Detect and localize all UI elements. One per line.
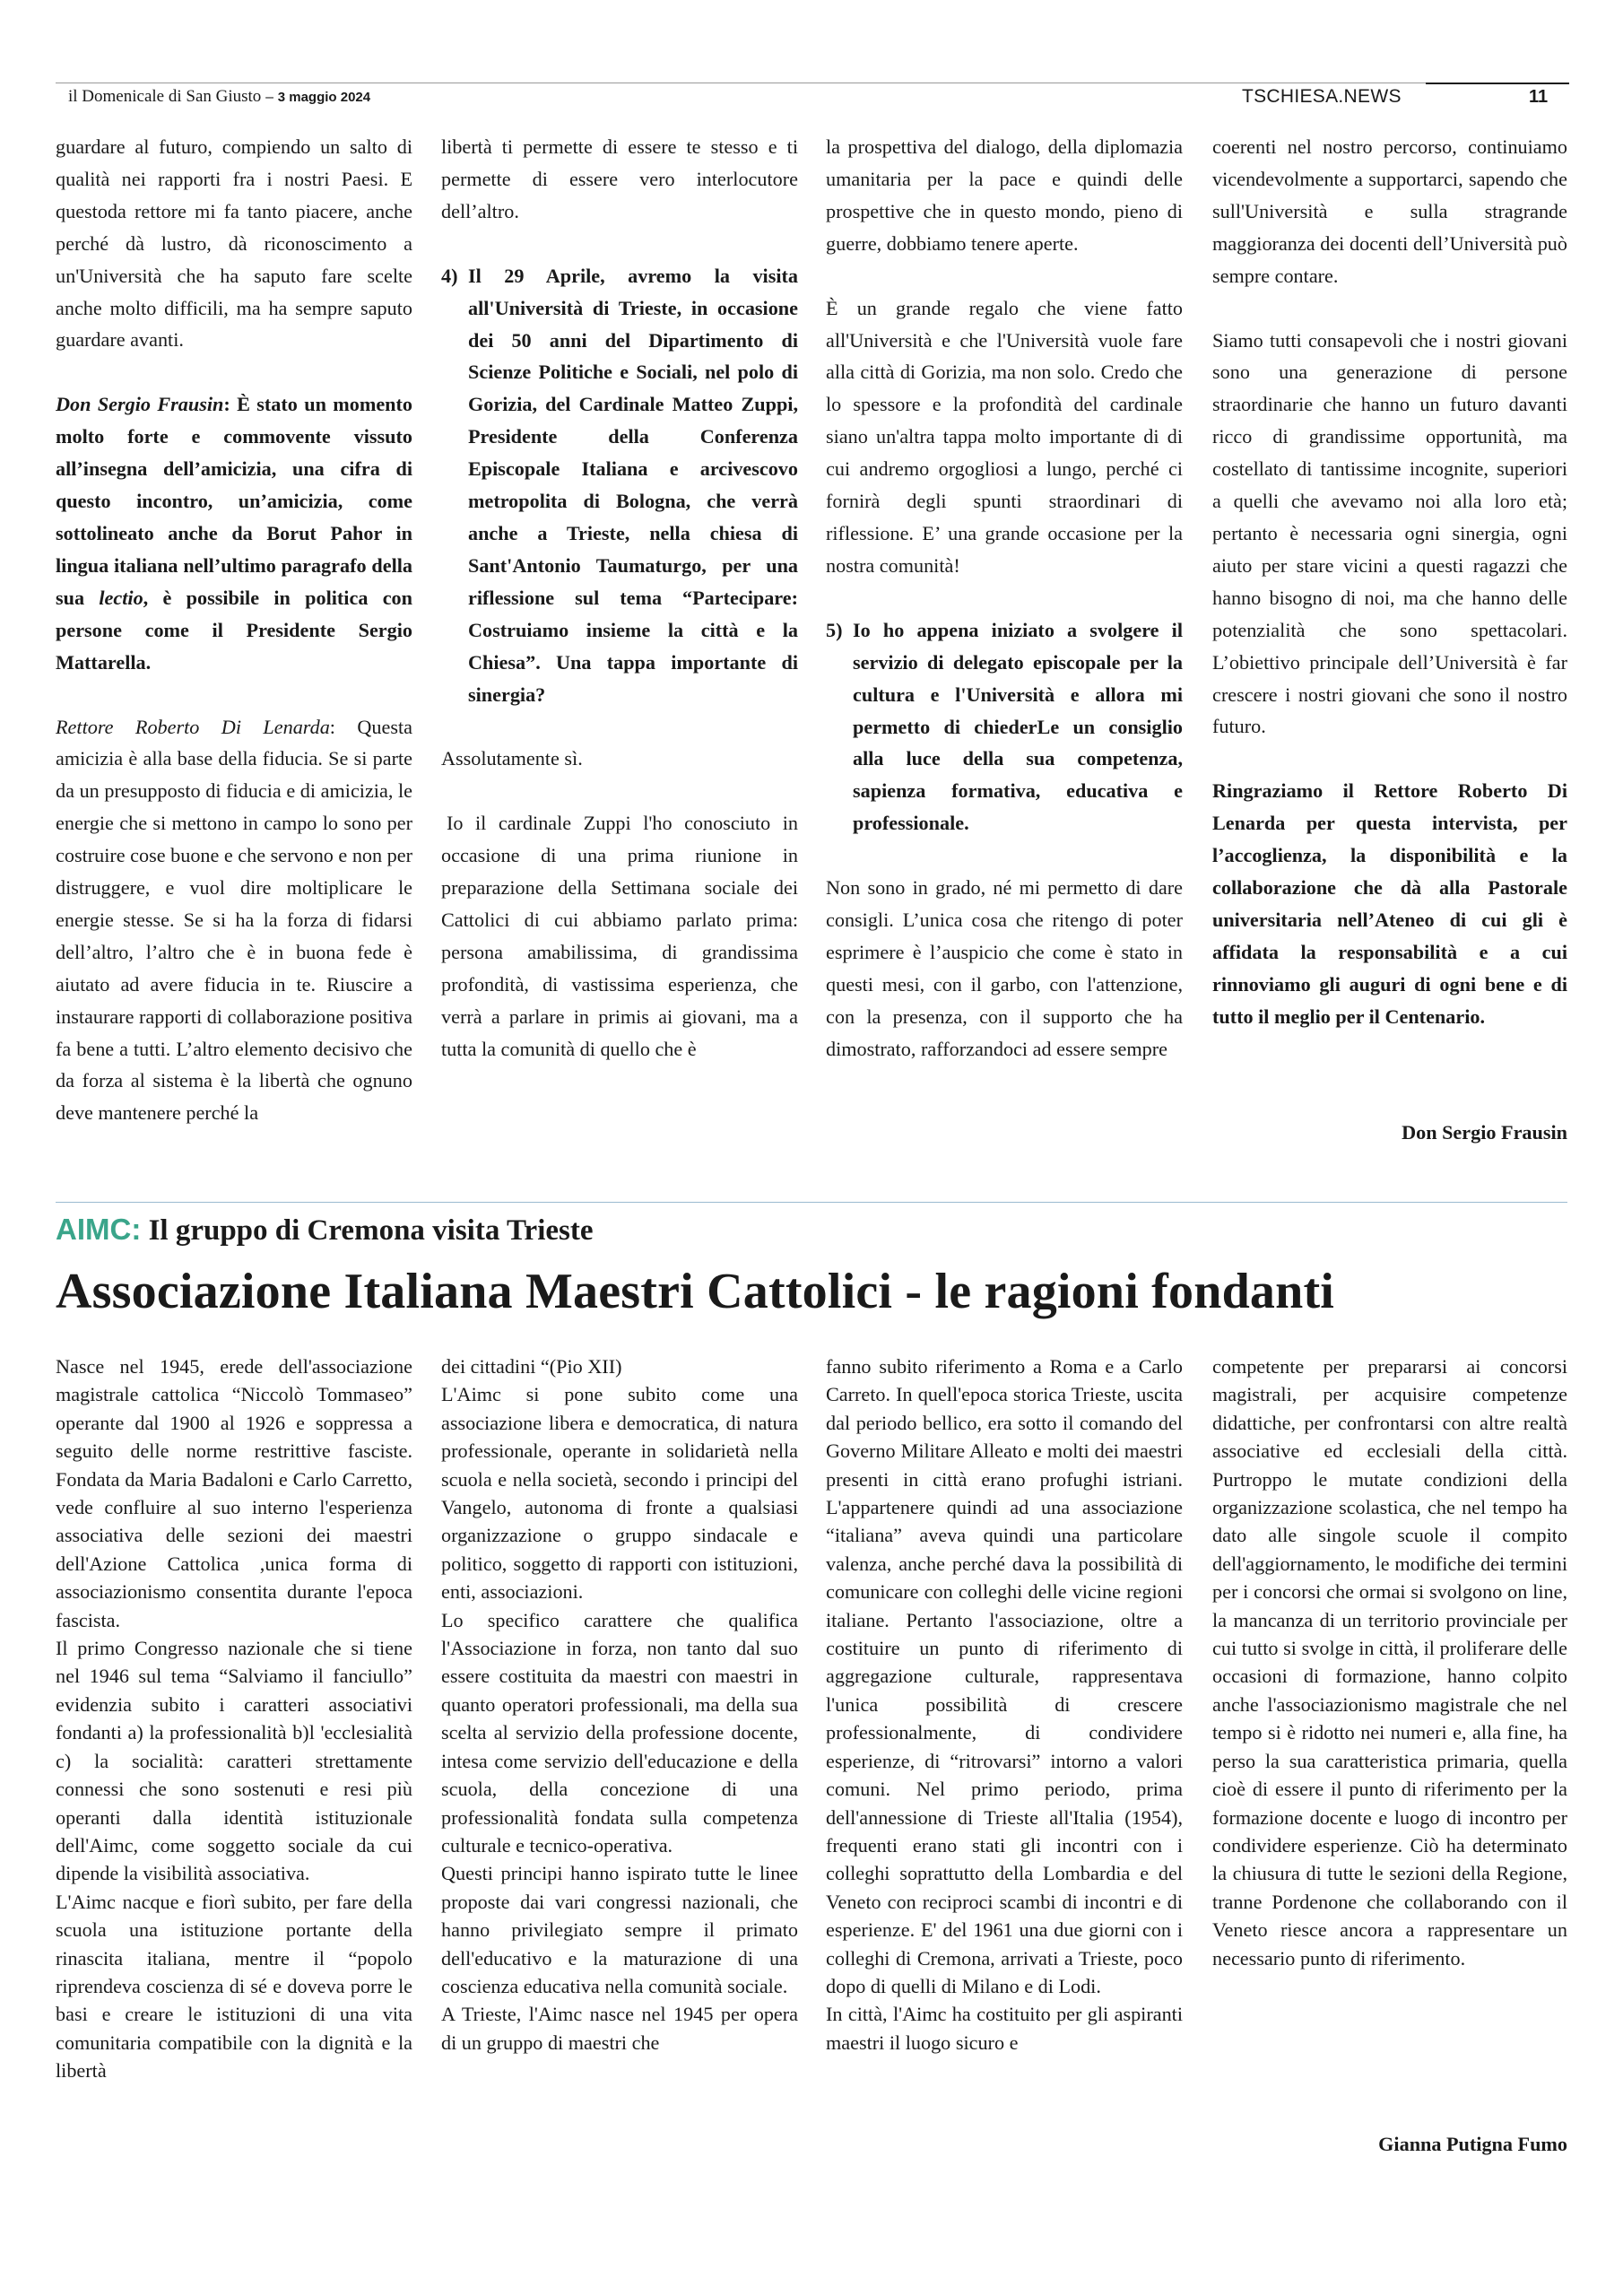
paragraph: competente per prepararsi ai concorsi magistrali, per acquisire competenze didattiche, per confrontarsi con altre realtà associative ed ecclesiali della città. Purtroppo le mutate condizioni della organizzazione scolastica, che nel tempo ha dato alle singole scuole il compito dell'aggiornamento, le modifiche dei termini per i concorsi che ormai si svolgono on line, la mancanza di un territorio provinciale per cui tutto si svolge in città, il proliferare delle occasioni di formazione, hanno colpito anche l'associazionismo magistrale che nel tempo si è ridotto nei numeri e, alla fine, ha perso la sua caratteristica primaria, quella cioè di essere il punto di riferimento per la formazione docente e luogo di incontro per condividere esperienze. Ciò ha determinato la chiusura di tutte le sezioni della Regione, tranne Pordenone che collaborando con il Veneto riesce ancora a rappresentare un necessario punto di riferimento. <box>1212 1355 1567 1970</box>
interview-column-3 <box>826 131 1183 1176</box>
paragraph: L'Aimc nacque e fiorì subito, per fare della scuola una istituzione portante della rinascita italiana, mentre il “popolo riprendeva coscienza di sé e doveva porre le basi e creare le istituzioni di una vita comunitaria compatibile con la dignità e la libertà <box>56 1890 412 2083</box>
question-number: 4) <box>441 264 458 287</box>
question-5 <box>826 614 1183 839</box>
paragraph: A Trieste, l'Aimc nasce nel 1945 per opera di un gruppo di maestri che <box>441 2003 798 2054</box>
question-text: Il 29 Aprile, avremo la visita all'Università di Trieste, in occasione dei 50 anni del Dipartimento di Scienze Politiche e Sociali, nel polo di Gorizia, del Cardinale Matteo Zuppi, Presidente della Conferenza Episcopale Italiana e arcivescovo metropolita di Bologna, che verrà anche a Trieste, nella chiesa di Sant'Antonio Taumaturgo, per una riflessione sul tema “Partecipare: Costruiamo insieme la città e la Chiesa”. Una tappa importante di sinergia? <box>468 264 798 706</box>
question-text: Io ho appena iniziato a svolgere il servizio di delegato episcopale per la cultura e l'Università e allora mi permetto di chiederLe un consiglio alla luce della sua competenza, sapienza formativa, educativa e professionale. <box>853 618 1183 835</box>
paragraph: Nasce nel 1945, erede dell'associazione magistrale cattolica “Niccolò Tommaseo” operante dal 1900 al 1926 e soppressa a seguito delle norme restrittive fasciste. Fondata da Maria Badaloni e Carlo Carretto, vede confluire al suo interno l'esperienza associativa delle sezioni dei maestri dell'Azione Cattolica ,unica forma di associazionismo consentita durante l'epoca fascista. <box>56 1355 412 1631</box>
kicker-text: Il gruppo di Cremona visita Trieste <box>148 1214 594 1247</box>
page-number: 11 <box>1529 87 1549 107</box>
question-number: 5) <box>826 618 843 641</box>
paragraph: guardare al futuro, compiendo un salto di qualità nei rapporti fra i nostri Paesi. E questoda rettore mi fa tanto piacere, anche perché dà lustro, dà riconoscimento a un'Università che ha saputo fare scelte anche molto difficili, ma ha sempre saputo guardare avanti. <box>56 135 412 352</box>
publication-date: 3 maggio 2024 <box>277 90 371 105</box>
paragraph: coerenti nel nostro percorso, continuiamo vicendevolmente a supportarci, sapendo che sull'Università e sulla stragrande maggioranza dei docenti dell’Università può sempre contare. <box>1212 135 1567 287</box>
paragraph: È un grande regalo che viene fatto all'Università e che l'Università vuole fare alla città di Gorizia, ma non solo. Credo che lo spessore e la profondità del cardinale siano un'altra tappa molto importante di di cui andremo orgogliosi a lungo, perché ci fornirà degli spunti straordinari di riflessione. E’ una grande occasione per la nostra comunità! <box>826 296 1183 577</box>
article-kicker <box>56 1213 594 1248</box>
paragraph: Assolutamente sì. <box>441 747 583 770</box>
header-publication <box>68 87 370 107</box>
paragraph: In città, l'Aimc ha costituito per gli aspiranti maestri il luogo sicuro e <box>826 2003 1183 2054</box>
paragraph: Io il cardinale Zuppi l'ho conosciuto in occasione di una prima riunione in preparazione della Settimana sociale dei Cattolici di cui abbiamo parlato prima: persona amabilissima, di grandissima profondità, di vastissima esperienza, che verrà a parlare in primis ai giovani, ma a tutta la comunità di quello che è <box>441 812 798 1060</box>
paragraph: la prospettiva del dialogo, della diplomazia umanitaria per la pace e quindi delle prospettive che in questo mondo, pieno di guerre, dobbiamo tenere aperte. <box>826 135 1183 255</box>
article-column-1 <box>56 1352 412 2285</box>
publication-name: il Domenicale di San Giusto <box>68 87 262 106</box>
speaker-name: Rettore Roberto Di Lenarda <box>56 715 330 738</box>
closing-paragraph: Ringraziamo il Rettore Roberto Di Lenarda per questa intervista, per l’accoglienza, la disponibilità e la collaborazione che dà alla Pastorale universitaria nell’Ateneo di cui gli è affidata la responsabilità e a cui rinnoviamo gli auguri di ogni bene e di tutto il meglio per il Centenario. <box>1212 779 1567 1028</box>
section-divider <box>56 1202 1567 1203</box>
paragraph: L'Aimc si pone subito come una associazione libera e democratica, di natura professionale, operante in solidarietà nella scuola e nella società, secondo i principi del Vangelo, autonoma di fronte a qualsiasi organizzazione o gruppo sindacale e politico, soggetto di rapporti con istituzioni, enti, associazioni. <box>441 1383 798 1604</box>
header-separator: – <box>265 90 273 105</box>
paragraph: fanno subito riferimento a Roma e a Carlo Carreto. In quell'epoca storica Trieste, uscita dal periodo bellico, era sotto il comando del Governo Militare Alleato e molti dei maestri presenti in città erano profughi istriani. L'appartenere quindi ad una associazione “italiana” aveva quindi una particolare valenza, anche perché dava la possibilità di comunicare con colleghi delle vicine regioni italiane. Pertanto l'associazione, oltre a costituire un punto di riferimento di aggregazione culturale, rappresentava l'unica possibilità di crescere professionalmente, di condividere esperienze, di “ritrovarsi” intorno a valori comuni. Nel primo periodo, prima dell'annessione di Trieste all'Italia (1954), frequenti erano stati gli incontri con i colleghi soprattutto della Lombardia e del Veneto con reciproci scambi di incontri e di esperienze. E' del 1961 una due giorni con i colleghi di Cremona, arrivati a Trieste, poco dopo di quelli di Milano e di Lodi. <box>826 1355 1183 1997</box>
paragraph: Don Sergio Frausin: È stato un momento molto forte e commovente vissuto all’insegna dell’amicizia, una cifra di questo incontro, un’amicizia, come sottolineato anche da Borut Pahor in lingua italiana nell’ultimo paragrafo della sua lectio, è possibile in politica con persone come il Presidente Sergio Mattarella. <box>56 393 412 674</box>
paragraph: Siamo tutti consapevoli che i nostri giovani sono una generazione di persone straordinarie che hanno un futuro davanti ricco di grandissime opportunità, ma costellato di tantissime incognite, superiori a quelli che avevamo noi alla loro età; pertanto è necessaria ogni sinergia, ogni aiuto per stare vicini a questi ragazzi che hanno bisogno di noi, ma che hanno delle potenzialità che sono spettacolari. L’obiettivo principale dell’Università è far crescere i nostri giovani che sono il nostro futuro. <box>1212 328 1567 738</box>
article-signature: Gianna Putigna Fumo <box>1378 2133 1567 2155</box>
paragraph: Il primo Congresso nazionale che si tiene nel 1946 sul tema “Salviamo il fanciullo” evidenzia subito i caratteri associativi fondanti a) la professionalità b)l 'ecclesialità c) la socialità: caratteri strettamente connessi che sono sostenuti e resi più operanti dalla identità istituzionale dell'Aimc, come soggetto sociale da cui dipende la visibilità associativa. <box>56 1637 412 1885</box>
paragraph: Rettore Roberto Di Lenarda: Questa amicizia è alla base della fiducia. Se si parte da un presupposto di fiducia e di amicizia, le energie che si mettono in campo lo sono per costruire cose buone e che servono e non per distruggere, e vuol dire moltiplicare le energie stesse. Se si ha la forza di fidarsi dell’altro, l’altro che è in buona fede è aiutato ad avere fiducia in te. Riuscire a instaurare rapporti di collaborazione positiva fa bene a tutti. L’altro elemento decisivo che da forza al sistema è la libertà che ognuno deve mantenere perché la <box>56 715 412 1125</box>
paragraph: Non sono in grado, né mi permetto di dare consigli. L’unica cosa che ritengo di poter esprimere è l’auspicio che come è stato in questi mesi, con il garbo, con l'attenzione, con la presenza, con il supporto che ha dimostrato, rafforzandoci ad essere sempre <box>826 876 1183 1060</box>
question-4 <box>441 260 798 711</box>
site-name: TSCHIESA.NEWS <box>1242 86 1402 107</box>
interview-signature: Don Sergio Frausin <box>1402 1121 1567 1144</box>
paragraph: Lo specifico carattere che qualifica l'Associazione in forza, non tanto dal suo essere costituita da maestri con maestri in quanto operatori professionali, ma della sua scelta al servizio della professione docente, intesa come servizio dell'educazione e della scuola, della concezione di una professionalità fondata sulla competenza culturale e tecnico-operativa. <box>441 1608 798 1857</box>
article-column-2 <box>441 1352 798 2285</box>
article-headline: Associazione Italiana Maestri Cattolici - le ragioni fondanti <box>56 1264 1335 1319</box>
article-column-3 <box>826 1352 1183 2285</box>
interview-column-2 <box>441 131 798 1176</box>
kicker-tag: AIMC: <box>56 1213 142 1246</box>
paragraph: Questi principi hanno ispirato tutte le linee proposte dai vari congressi nazionali, che hanno privilegiato sempre il primato dell'educativo e la maturazione di una coscienza educativa nella comunità sociale. <box>441 1862 798 1997</box>
interview-column-4 <box>1212 131 1567 1176</box>
page-number-rule <box>1426 83 1569 84</box>
speaker-name: Don Sergio Frausin <box>56 393 224 416</box>
paragraph: dei cittadini “(Pio XII) <box>441 1355 622 1378</box>
paragraph: libertà ti permette di essere te stesso e ti permette di essere vero interlocutore dell’altro. <box>441 135 798 222</box>
interview-column-1 <box>56 131 412 1176</box>
